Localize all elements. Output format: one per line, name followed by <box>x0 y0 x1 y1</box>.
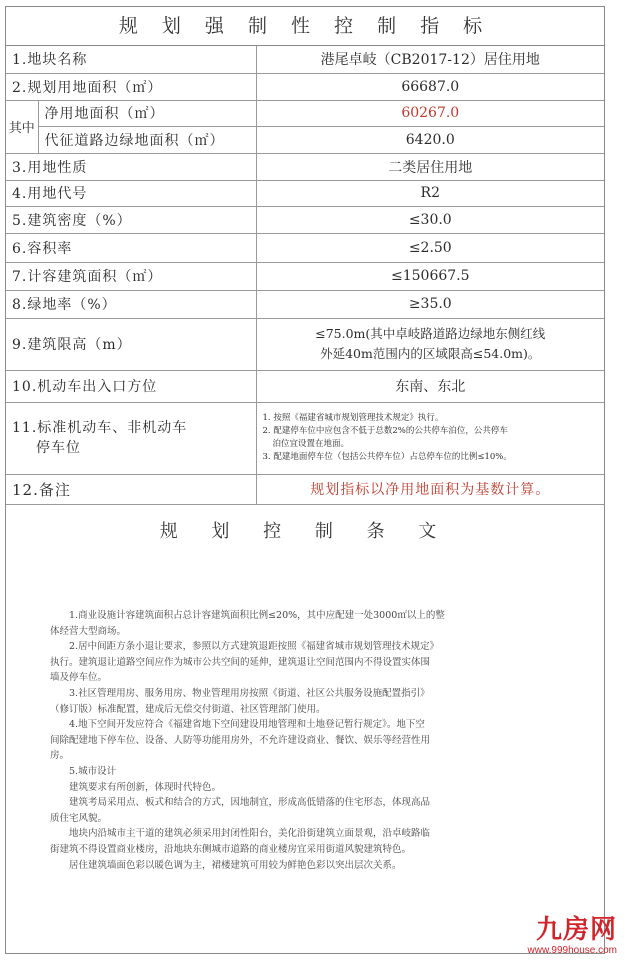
row-label: 4.用地代号 <box>6 180 256 206</box>
clause-line: （修订版）标准配置，建成后无偿交付街道、社区管理部门使用。 <box>50 703 326 715</box>
indicator-table <box>6 46 604 505</box>
clause-line: 间除配建地下停车位、设备、人防等功能用房外，不允许建设商业、餐饮、娱乐等经营性用 <box>50 734 431 746</box>
note-line: 泊位宜设置在地面。 <box>272 439 350 449</box>
label-line: 停车位 <box>36 440 81 456</box>
table-row <box>6 370 604 402</box>
table-row <box>6 233 604 262</box>
clause-line: 墙及停车位。 <box>50 672 108 684</box>
watermark-logo: 九房网 <box>535 915 617 945</box>
note-line: 3. 配建地面停车位（包括公共停车位）占总停车位的比例≤10%。 <box>262 452 512 462</box>
clause-line: 建筑考局采用点、板式和结合的方式，因地制宜，形成高低错落的住宅形态，体现高品 <box>69 797 431 809</box>
control-clauses <box>50 608 550 873</box>
row-label: 3.用地性质 <box>6 153 256 180</box>
note-line: 1. 按照《福建省城市规划管理技术规定》执行。 <box>262 413 444 423</box>
row-value: 66687.0 <box>256 73 604 100</box>
row-label: 2.规划用地面积（㎡） <box>6 73 256 100</box>
row-value: 60267.0 <box>256 100 604 126</box>
clause-line: 质住宅风貌。 <box>50 812 108 824</box>
row-value: 东南、东北 <box>256 370 604 402</box>
table-row <box>6 262 604 290</box>
row-value: R2 <box>256 180 604 206</box>
row-label: 8.绿地率（%） <box>6 290 256 318</box>
clause-line: 3.社区管理用房、服务用房、物业管理用房按照《街道、社区公共服务设施配置指引》 <box>69 687 430 699</box>
table-row <box>6 46 604 73</box>
row-label <box>6 402 256 474</box>
row-value: ≥35.0 <box>256 290 604 318</box>
table-row <box>6 73 604 100</box>
table-row <box>6 153 604 180</box>
row-value <box>256 318 604 370</box>
row-label: 净用地面积（㎡） <box>38 100 256 126</box>
row-value: ≤30.0 <box>256 206 604 233</box>
note-line: 2. 配建停车位中应包含不低于总数2%的公共停车泊位，公共停车 <box>262 426 508 436</box>
table-row <box>6 290 604 318</box>
watermark <box>528 915 618 956</box>
clause-line: 2.居中间距方条小退让要求，参照以方式建筑退距按照《福建省城市规划管理技术规定》 <box>69 641 440 653</box>
table-row <box>6 100 604 126</box>
row-label: 5.建筑密度（%） <box>6 206 256 233</box>
clause-line: 1.商业设施计容建筑面积占总计容建筑面积比例≤20%，其中应配建一处3000㎡以上的整 <box>69 610 445 621</box>
row-label: 7.计容建筑面积（㎡） <box>6 262 256 290</box>
row-label: 9.建筑限高（m） <box>6 318 256 370</box>
table-row <box>6 402 604 474</box>
row-value: 6420.0 <box>256 126 604 153</box>
row-label: 1.地块名称 <box>6 46 256 73</box>
table-row <box>6 126 604 153</box>
table-row <box>6 474 604 504</box>
document-title: 规 划 强 制 性 控 制 指 标 <box>6 7 604 46</box>
row-label: 12.备注 <box>6 474 256 504</box>
sub-group-label: 其中 <box>6 100 38 153</box>
clause-line: 执行。建筑退让道路空间应作为城市公共空间的延伸，建筑退让空间范围内不得设置实体围 <box>50 656 431 668</box>
parking-notes <box>256 402 604 474</box>
row-value: ≤2.50 <box>256 233 604 262</box>
table-row <box>6 318 604 370</box>
row-value: 港尾卓岐（CB2017-12）居住用地 <box>256 46 604 73</box>
table-row <box>6 180 604 206</box>
value-line: ≤75.0m(其中卓岐路道路边绿地东侧红线 <box>315 326 546 341</box>
label-line: 11.标准机动车、非机动车 <box>12 420 188 436</box>
clause-line: 4.地下空间开发应符合《福建省地下空间建设用地管理和土地登记暂行规定》。地下空 <box>69 719 425 731</box>
clause-line: 地块内沿城市主干道的建筑必须采用封闭性阳台，美化沿街建筑立面景观，沿卓岐路临 <box>69 828 431 840</box>
watermark-url: www.999house.com <box>527 945 617 956</box>
value-line: 外延40m范围内的区域限高≤54.0m)。 <box>320 346 541 361</box>
clause-line: 5.城市设计 <box>69 765 117 777</box>
clause-line: 体经营大型商场。 <box>50 625 127 637</box>
row-value: 规划指标以净用地面积为基数计算。 <box>256 474 604 504</box>
row-label: 10.机动车出入口方位 <box>6 370 256 402</box>
clause-line: 建筑要求有所创新，体现时代特色。 <box>69 781 222 793</box>
clause-line: 居住建筑墙面色彩以暖色调为主，裙楼建筑可用较为鲜艳色彩以突出层次关系。 <box>69 859 402 871</box>
row-label: 6.容积率 <box>6 233 256 262</box>
row-value: ≤150667.5 <box>256 262 604 290</box>
row-label: 代征道路边绿地面积（㎡） <box>38 126 256 153</box>
section-title: 规 划 控 制 条 文 <box>159 520 451 542</box>
row-value: 二类居住用地 <box>256 153 604 180</box>
table-row <box>6 206 604 233</box>
clause-line: 房。 <box>50 750 70 762</box>
clause-line: 街建筑不得设置商业楼房，沿地块东侧城市道路的商业楼房宜采用街道风貌建筑特色。 <box>50 843 412 855</box>
